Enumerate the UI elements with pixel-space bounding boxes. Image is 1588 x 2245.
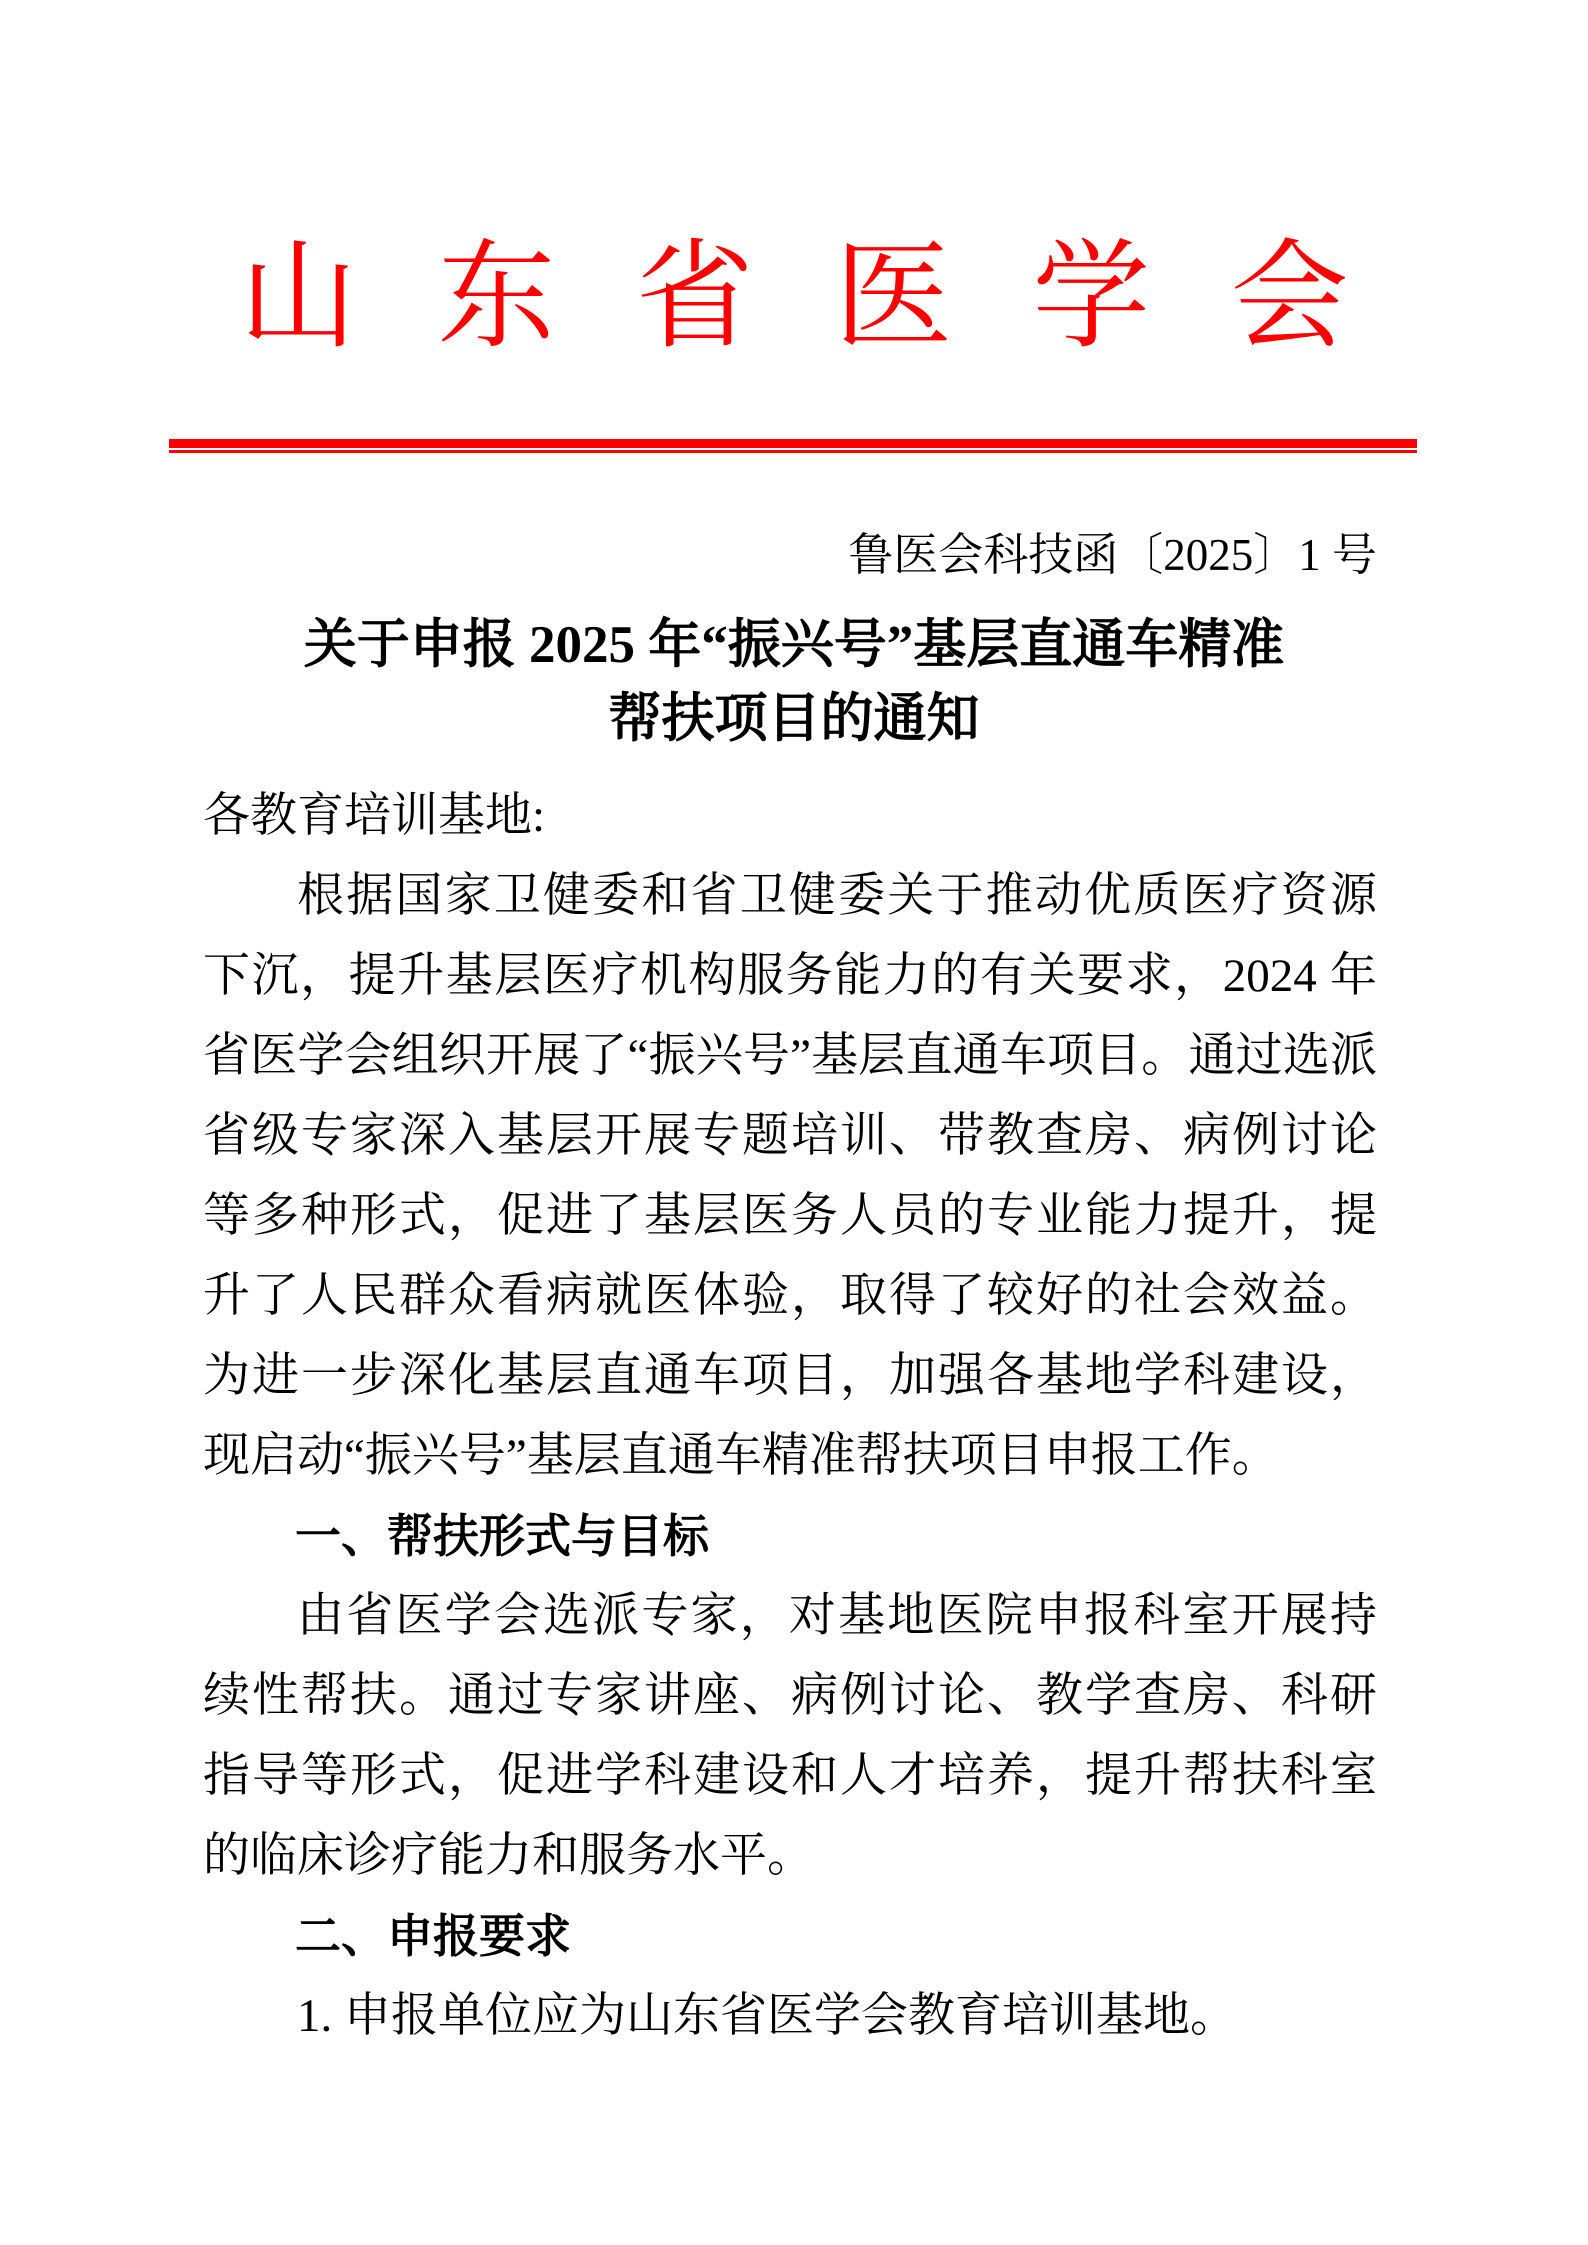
red-divider-thin-line xyxy=(169,450,1417,453)
section-2-heading: 二、申报要求 xyxy=(295,1910,571,1962)
section-1-paragraph: 由省医学会选派专家，对基地医院申报科室开展持续性帮扶。通过专家讲座、病例讨论、教学查房、科研指导等形式，促进学科建设和人才培养，提升帮扶科室的临床诊疗能力和服务水平。 xyxy=(203,1590,1377,1882)
salutation: 各教育培训基地: xyxy=(203,790,546,842)
doc-title-line-2: 帮扶项目的通知 xyxy=(608,690,980,748)
doc-title-line-1: 关于申报 2025 年“振兴号”基层直通车精准 xyxy=(303,616,1285,674)
red-divider xyxy=(169,439,1417,453)
section-2-item-1: 1. 申报单位应为山东省医学会教育培训基地。 xyxy=(297,1990,1237,2042)
doc-reference-number: 鲁医会科技函〔2025〕1 号 xyxy=(848,530,1377,580)
org-letterhead: 山东省医学会 xyxy=(239,232,1429,363)
doc-title xyxy=(0,608,1588,756)
section-1-heading: 一、帮扶形式与目标 xyxy=(295,1510,709,1562)
doc-body xyxy=(203,776,1377,2056)
red-divider-thick-line xyxy=(169,439,1417,448)
intro-paragraph: 根据国家卫健委和省卫健委关于推动优质医疗资源下沉，提升基层医疗机构服务能力的有关要求，2024 年省医学会组织开展了“振兴号”基层直通车项目。通过选派省级专家深入基层开展专题培训、带教查房、病例讨论等多种形式，促进了基层医务人员的专业能力提升，提升了人民群众看病就医体验，取得了较好的社会效益。为进一步深化基层直通车项目，加强各基地学科建设，现启动“振兴号”基层直通车精准帮扶项目申报工作。 xyxy=(203,870,1377,1482)
